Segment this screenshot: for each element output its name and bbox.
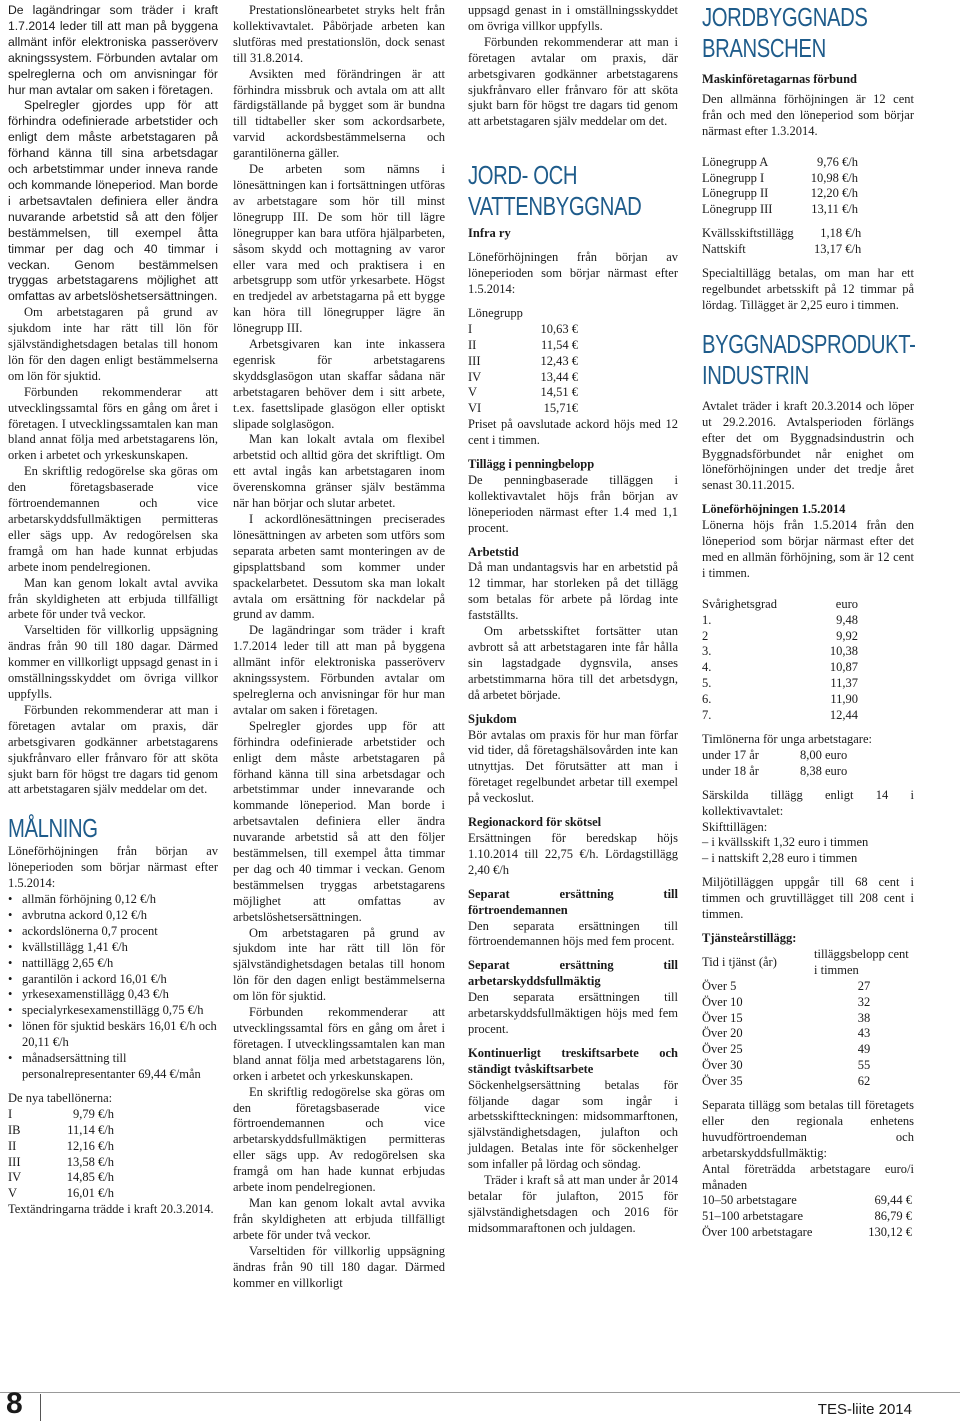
subheading: Tjänsteårstillägg: bbox=[702, 930, 797, 945]
young-title: Timlönerna för unga arbetstagare: bbox=[702, 732, 872, 746]
agreement-text: Avtalet träder i kraft 20.3.2014 och löper ut 29.2.2016. Avtalsperioden förlängs efter det om Byggnadsindustrin och Byggnadsförbundet når enighet om löneförhöjningen under det tredje året senast 30.11.2015. bbox=[702, 398, 914, 493]
col1-para-1: De lagändringar som träder i kraft 1.7.2014 leder till att man på byggena allmänt inför elektroniska passeröverv akningssystem. Förbunden avtalar om spelreglerna och om anvisningar för hur man avtalar om saken i företagen. bbox=[8, 3, 218, 97]
organization-name: Infra ry bbox=[468, 226, 511, 241]
subheading: Separat ersättning till förtroendemannen bbox=[468, 886, 678, 917]
table-row: Lönegrupp III 13,11 €/h bbox=[702, 202, 858, 217]
subheading: Sjukdom bbox=[468, 711, 517, 726]
table-row: under 17 år 8,00 euro bbox=[702, 747, 848, 762]
table-row: Över 25 49 bbox=[702, 1042, 871, 1057]
footer-divider bbox=[40, 1394, 41, 1421]
table-row: 51–100 arbetstagare 86,79 € bbox=[702, 1209, 912, 1224]
col1-para-7: Varseltiden för villkorlig uppsägning ändras från 90 till 180 dagar. Därmed kommer en villkorligt uppsagd genast in i omställningsskyddet om övriga villkor uppfylls. bbox=[8, 623, 218, 701]
section-heading-malning: MÅLNING bbox=[8, 813, 98, 844]
table-row: Lönegrupp II 12,20 €/h bbox=[702, 186, 858, 201]
col2-para-1: Prestationslönearbetet stryks helt från kollektivavtalet. Påbörjade arbeten kan slutföras med prestationslön, dock senast till 31.8.2014. bbox=[233, 3, 445, 65]
bullet-item: • allmän förhöjning 0,12 €/h bbox=[8, 892, 218, 908]
col1-para-4: Förbunden rekommenderar att utvecklingssamtal förs en gång om året i företagen. I utvecklingssamtalen kan man bland annat följa med arbetstagarens lön, orken i arbetet och yrkeskunskapen. bbox=[8, 384, 218, 463]
table-row: 10–50 arbetstagare 69,44 € bbox=[702, 1193, 912, 1208]
tjanstear-table bbox=[702, 947, 914, 1090]
section-heading-byggnadsproduktindustrin: BYGGNADSPRODUKT- INDUSTRIN bbox=[702, 328, 916, 390]
column-2 bbox=[233, 0, 445, 1291]
body-text: Den separata ersättningen till arbetarskyddsfullmäktigen höjs med fem procent. bbox=[468, 990, 678, 1036]
antal-title: Antal företrädda arbetstagare euro/i månaden bbox=[702, 1161, 914, 1192]
bullet-item: • ackordslönerna 0,7 procent bbox=[8, 924, 218, 940]
table-row: V 14,51 € bbox=[468, 385, 578, 400]
subheading: Kontinuerligt treskiftsarbete och ständigt tvåskiftsarbete bbox=[468, 1045, 678, 1076]
subheading: Arbetstid bbox=[468, 544, 519, 559]
bullet-item: • garantilön i ackord 16,01 €/h bbox=[8, 972, 218, 988]
bullet-item: • avbrutna ackord 0,12 €/h bbox=[8, 908, 218, 924]
bullet-item: • nattillägg 2,65 €/h bbox=[8, 956, 218, 972]
body-text: Söckenhelgsersättning betalas för följande dagar som ingår i arbetsskiftteckningen: midsommarftonen, självständighetsdagen, julafton och juldagen. Betalas inte för söckenhelger som infaller på lördag och söndag. bbox=[468, 1077, 678, 1172]
table-header-row: Tid i tjänst (år) tilläggsbelopp cent i timmen bbox=[702, 946, 909, 977]
table-row: Över 35 62 bbox=[702, 1074, 871, 1089]
antal-table bbox=[702, 1193, 912, 1241]
col2-para-6: I ackordlönesättningen preciserades lönesättningen av arbeten som utförs som separata arbeten samt monteringen av de gipsplattsband som kommer under spackelarbetet. Dessutom ska man lokalt avtala om ersättning för nackdelar på grund av damm. bbox=[233, 512, 445, 622]
col1-para-8: Förbunden rekommenderar att man i företagen avtalar om praxis, där arbetsgivaren godkänner arbetstagarens sjukfrånvaro eller frånvaro för att sköta sjukt barn för högst tre dagars tid genom att arbetstagaren själv meddelar om det. bbox=[8, 702, 218, 797]
bullet-item: • lönen för sjuktid beskärs 16,01 €/h och 20,11 €/h bbox=[8, 1019, 218, 1051]
table-row: 2 9,92 bbox=[702, 628, 858, 643]
jordbygg-intro: Den allmänna förhöjningen är 12 cent från och med den löneperiod som börjar närmast efter 1.3.2014. bbox=[702, 91, 914, 138]
col2-para-10: Förbunden rekommenderar att utvecklingssamtal förs en gång om året i företagen. I utvecklingssamtalen kan man bland annat följa med arbetstagarens lön, orken i arbetet och yrkeskunskapen. bbox=[233, 1005, 445, 1083]
column-3 bbox=[468, 0, 678, 1237]
col3-para-1: uppsagd genast in i omställningsskyddet om övriga villkor uppfylls. bbox=[468, 3, 678, 33]
body-text: Då man undantagsvis har en arbetstid på 12 timmar, har storleken på det tillägg som betalas för arbete på lördag inte fastställts. bbox=[468, 560, 678, 623]
table-row: V 16,01 €/h bbox=[8, 1186, 114, 1201]
table-row: I 10,63 € bbox=[468, 321, 578, 336]
column-1 bbox=[8, 0, 218, 1218]
milj-text: Miljötilläggen uppgår till 68 cent i timmen och gruvtillägget till 208 cent i timmen. bbox=[702, 875, 914, 922]
skift-table bbox=[702, 226, 861, 258]
col1-para-2: Spelregler gjordes upp för att förhindra odefinierade arbetstider och enligt dem måste arbetstagaren på förhand känna till sina arbetsdagar och arbetstimmar under inneva rande och kommande löneperiod. Man borde i arbetsavtalen definiera eller ändra nuvarande arbetstid så att den följer bestämmelsen, till exempel åtta timmar per dag och 40 timmar i veckan. Genom bestämmelsen tryggas arbetstagarens möjlighet att omfattas av arbetslöshetsersättningen. bbox=[8, 98, 218, 304]
col2-para-7: De lagändringar som träder i kraft 1.7.2014 leder till att man på byggena allmänt inför elektroniska passeröverv akningssystem. Förbunden avtalar om spelreglerna och anvisningar för hur man avtalar om saken i företagen. bbox=[233, 623, 445, 717]
table-row: IV 13,44 € bbox=[468, 369, 578, 384]
skift-title: Skifttillägen: bbox=[702, 819, 768, 834]
table-row: IB 11,14 €/h bbox=[8, 1122, 114, 1137]
table-row: Över 10 32 bbox=[702, 994, 871, 1009]
special-text: Specialtillägg betalas, om man har ett regelbundet arbetsskift på 12 timmar på lördag. Tillägget är 2,25 euro i timmen. bbox=[702, 266, 914, 312]
table-row: Över 15 38 bbox=[702, 1010, 871, 1025]
table-row: Lönegrupp I 10,98 €/h bbox=[702, 170, 858, 185]
table-row: Över 30 55 bbox=[702, 1058, 871, 1073]
jord-intro: Löneförhöjningen från början av löneperioden som börjar närmast efter 1.5.2014: bbox=[468, 250, 678, 296]
table-row: II 11,54 € bbox=[468, 337, 578, 352]
table-row: Lönegrupp A 9,76 €/h bbox=[702, 154, 858, 169]
skift-line: – i kvällsskift 1,32 euro i timmen bbox=[702, 835, 869, 850]
col2-para-8: Spelregler gjordes upp för att förhindra odefinierade arbetstider och enligt dem måste arbetstagaren på förhand känna till sina arbetsdagar och arbetstimmar under innevarande och kommande löneperiod. Man borde i arbetsavtalen definiera eller ändra nuvarande arbetstid så att den följer bestämmelsen, till exempel åtta timmar per dag och 40 timmar i veckan. Genom bestämmelsen tryggas arbetstagarens möjlighet att omfattas av arbetslöshetsersättningen. bbox=[233, 718, 445, 924]
col1-para-6: Man kan genom lokalt avtal avvika från skyldigheten att erbjuda tillfälligt arbete för under två veckor. bbox=[8, 575, 218, 622]
table-row: 5. 11,37 bbox=[702, 676, 858, 691]
col2-para-12: Man kan genom lokalt avtal avvika från skyldigheten att erbjuda tillfälligt arbete för under två veckor. bbox=[233, 1195, 445, 1242]
body-text: Lönerna höjs från 1.5.2014 från den löneperiod som börjar närmast efter det med en allmän förhöjning, som är 12 cent i timmen. bbox=[702, 518, 914, 580]
malning-outro: Textändringarna trädde i kraft 20.3.2014. bbox=[8, 1202, 214, 1217]
tabellon-table bbox=[8, 1107, 114, 1202]
bullet-item: • månadsersättning till personalrepresentanter 69,44 €/mån bbox=[8, 1051, 218, 1083]
body-text: Bör avtalas om praxis för hur man förfar vid tider, då företagshälsovården inte kan utnyttjas. Det förutsätter att man i företaget regelbundet arbetar till exempel på veckoslut. bbox=[468, 727, 678, 806]
body-text: Ersättningen för beredskap höjs 1.10.2014 till 22,75 €/h. Lördagstillägg 2,40 €/h bbox=[468, 830, 678, 877]
body-text: Om arbetsskiftet fortsätter utan avbrott så att arbetstagaren inte får hålla sin lagstadgade dygnsvila, anses arbetstimmarna höra till det arbetsdygn, då arbetet började. bbox=[468, 624, 678, 702]
bullet-item: • yrkesexamenstillägg 0,43 €/h bbox=[8, 987, 218, 1003]
table-row: under 18 år 8,38 euro bbox=[702, 763, 848, 778]
body-text: Träder i kraft så att man under år 2014 betalar för julafton, 2015 för självständighetsdagen och 2016 för midsommaraftonen och juldagen. bbox=[468, 1173, 678, 1235]
sarskilda-text: Särskilda tillägg enligt 14 i kollektivavtalet: bbox=[702, 787, 914, 818]
table-row: 4. 10,87 bbox=[702, 660, 858, 675]
subheading: Tillägg i penningbelopp bbox=[468, 457, 595, 472]
col2-para-11: En skriftlig redogörelse ska göras om den företagsbaserade vice förtroendemannen och vice arbetarskyddsfullmäktigen permitteras eller sägs upp. Av redogörelsen ska framgå om han hade kunnat erbjudas arbete inom pendelregionen. bbox=[233, 1084, 445, 1195]
table-row: 6. 11,90 bbox=[702, 692, 858, 707]
skift-line: – i nattskift 2,28 euro i timmen bbox=[702, 851, 858, 866]
separata-text: Separata tillägg som betalas till företagets eller den regionala enhetens huvudförtroendeman och arbetarskyddsfullmäktig: bbox=[702, 1098, 914, 1160]
table-row: 1. 9,48 bbox=[702, 612, 858, 627]
lonegrupp-label: Lönegrupp bbox=[468, 305, 523, 320]
table-row: Nattskift 13,17 €/h bbox=[702, 242, 862, 257]
grade-table bbox=[702, 597, 858, 724]
col2-para-13: Varseltiden för villkorlig uppsägning ändras från 90 till 180 dagar. Därmed kommer en villkorligt bbox=[233, 1243, 445, 1290]
table-row: 7. 12,44 bbox=[702, 708, 858, 723]
bullet-item: • kvällstillägg 1,41 €/h bbox=[8, 940, 218, 956]
subheading: Löneförhöjningen 1.5.2014 bbox=[702, 502, 846, 517]
col2-para-5: Man kan lokalt avtala om flexibel arbetstid och alltid göra det skriftligt. Om ett avtal ingås kan arbetstagaren inom överenskomna gränser själv bestämma när han börjar och slutar arbetet. bbox=[233, 432, 445, 511]
subheading: Separat ersättning till arbetarskyddsfullmäktig bbox=[468, 958, 678, 989]
table-row: Över 20 43 bbox=[702, 1026, 871, 1041]
body-text: Den separata ersättningen till förtroendemannen höjs med fem procent. bbox=[468, 918, 678, 949]
body-text: De penningbaserade tilläggen i kollektivavtalet höjs från början av löneperioden närmast efter 1.4 med 1,1 procent. bbox=[468, 472, 678, 535]
bullet-item: • specialyrkesexamenstillägg 0,75 €/h bbox=[8, 1003, 218, 1019]
tabellon-title: De nya tabellönerna: bbox=[8, 1090, 113, 1105]
lonegrupp-table bbox=[468, 322, 578, 417]
col3-para-2: Förbunden rekommenderar att man i företagen avtalar om praxis, där arbetsgivaren godkänner arbetstagarens sjukfrånvaro eller frånvaro för att sköta sjukt barn för högst tre dagars tid genom att arbetstagaren själv meddelar om det. bbox=[468, 34, 678, 129]
col1-para-5: En skriftlig redogörelse ska göras om den företagsbaserade vice förtroendemannen och vice arbetarskyddsfullmäktigen permitteras eller sägs upp. Av redogörelsen ska framgå om han hade kunnat erbjudas arbete inom pendelregionen. bbox=[8, 464, 218, 574]
col2-para-3: De arbeten som nämns i lönesättningen kan i fortsättningen utföras av arbetstagare som hör till minst lönegrupp III. De som hör till lägre lönegrupper kan bara utföra hjälparbeten, såsom skydd och mottagning av varor eller vara med och praktisera i en arbetsgrupp som utför yrkesarbete. Högst en tredjedel av arbetstagarna på ett bygge kan höra till lönegrupper lägre än lönegrupp III. bbox=[233, 162, 445, 336]
table-row: III 13,58 €/h bbox=[8, 1154, 114, 1169]
col1-para-3: Om arbetstagaren på grund av sjukdom inte har rätt till lön för självständighetsdagen betalas till honom lön för den dagen enligt bestämmelserna om lön för sjuktid. bbox=[8, 305, 218, 383]
table-row: Över 100 arbetstagare 130,12 € bbox=[702, 1225, 912, 1240]
table-header-row: Svårighetsgrad euro bbox=[702, 596, 858, 611]
column-4 bbox=[702, 0, 914, 1241]
subheading: Regionackord för skötsel bbox=[468, 815, 602, 830]
young-table bbox=[702, 748, 847, 780]
malning-bullet-list bbox=[8, 892, 218, 1083]
lonegrupp-table bbox=[702, 155, 858, 219]
col2-para-4: Arbetsgivaren kan inte inkassera egenrisk för arbetstagarens skyddsglasögon utan skaffar sådana när arbetstagaren behöver dem i sitt arbete, t.ex. fasettslipade glasögon eller optiskt slipade solglasögon. bbox=[233, 337, 445, 431]
page-number: 8 bbox=[6, 1387, 23, 1420]
table-row: VI 15,71€ bbox=[468, 401, 578, 416]
section-heading-jordbyggnadsbranschen: JORDBYGGNADS BRANSCHEN bbox=[702, 2, 868, 63]
col2-para-9: Om arbetstagaren på grund av sjukdom inte har rätt till lön för självständighetsdagen betalas till honom lön för den dagen enligt bestämmelserna om lön för sjuktid. bbox=[233, 925, 445, 1004]
table-row: III 12,43 € bbox=[468, 353, 578, 368]
malning-intro: Löneförhöjningen från början av löneperioden som börjar närmast efter 1.5.2014: bbox=[8, 844, 218, 891]
ackord-note: Priset på oavslutade ackord höjs med 12 cent i timmen. bbox=[468, 417, 678, 448]
table-row: I 9,79 €/h bbox=[8, 1106, 114, 1121]
section-heading-jord-och-vattenbyggnad: JORD- OCH VATTENBYGGNAD bbox=[468, 160, 642, 222]
publication-name: TES-liite 2014 bbox=[817, 1401, 912, 1418]
table-row: 3. 10,38 bbox=[702, 644, 858, 659]
col2-para-2: Avsikten med förändringen är att förhindra missbruk och avtala om att allt färdigställande på bygget som är bundna till tidtabeller sker som ackordsarbete, varvid ackordsbestämmelserna och garantilönerna gäller. bbox=[233, 66, 445, 161]
table-row: IV 14,85 €/h bbox=[8, 1170, 114, 1185]
footer-rule bbox=[0, 1392, 960, 1393]
organization-name: Maskinföretagarnas förbund bbox=[702, 72, 857, 86]
table-row: II 12,16 €/h bbox=[8, 1138, 114, 1153]
table-row: Kvällsskiftstillägg 1,18 €/h bbox=[702, 226, 862, 241]
table-row: Över 5 27 bbox=[702, 978, 871, 993]
